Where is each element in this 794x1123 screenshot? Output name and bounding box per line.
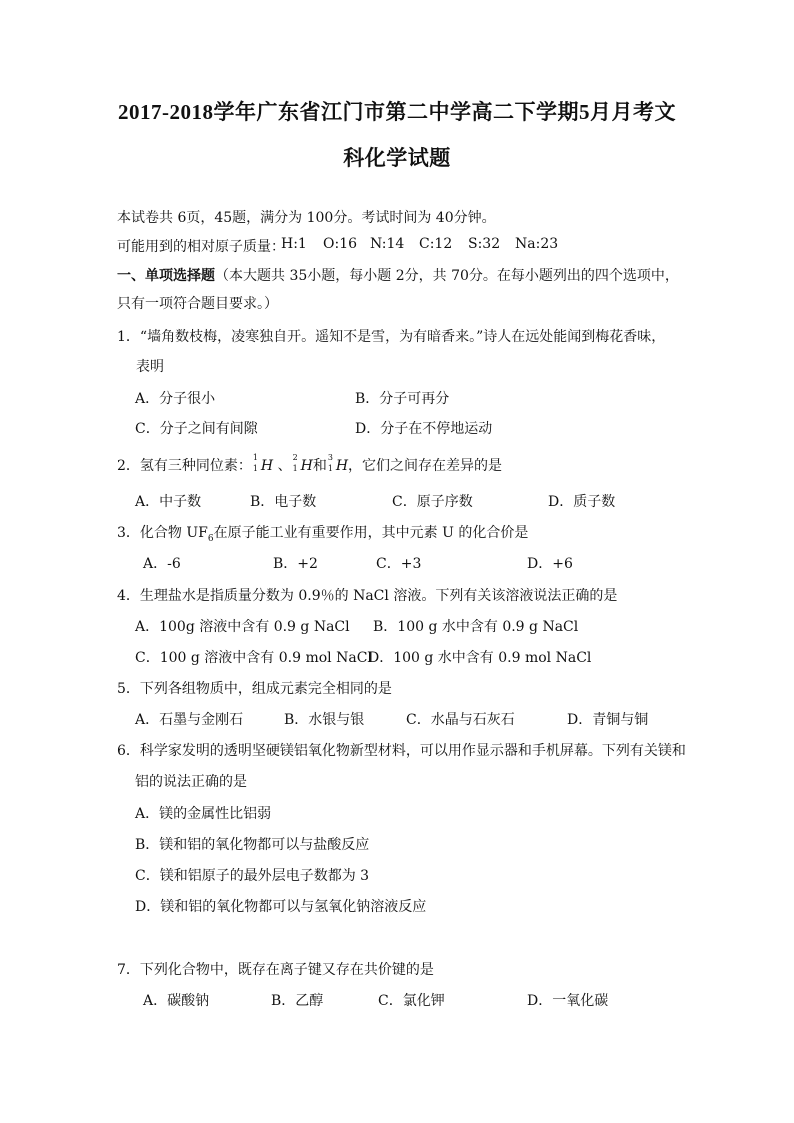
q2-stem: 2．氢有三种同位素： 1 1 H 、 2 1 H和 3 1 H，它们之间存在差异的是	[117, 453, 503, 474]
q1-option-c[interactable]: C．分子之间有间隙	[135, 421, 258, 437]
mass-na: Na:23	[515, 236, 559, 252]
atomic-masses-row	[117, 236, 559, 256]
q4-option-c[interactable]: C．100 g 溶液中含有 0.9 mol NaCl	[135, 650, 372, 666]
mass-n: N:14	[370, 236, 405, 252]
q2-option-b[interactable]: B．电子数	[250, 494, 317, 510]
q1-stem-cont: 表明	[136, 359, 164, 375]
exam-info: 本试卷共 6页，45题，满分为 100分。考试时间为 40分钟。	[117, 210, 496, 226]
mass-h: H:1	[281, 236, 307, 252]
q4-option-b[interactable]: B．100 g 水中含有 0.9 g NaCl	[373, 619, 579, 635]
q4-number: 4．	[117, 588, 140, 604]
q7-option-d[interactable]: D．一氧化碳	[527, 993, 609, 1009]
q3-option-a[interactable]: A．-6	[143, 556, 181, 572]
section1-desc1: （本大题共 35小题，每小题 2分，共 70分。在每小题列出的四个选项中，	[215, 268, 679, 284]
q1-number: 1．	[117, 329, 140, 345]
isotope-h2: 2 1	[292, 453, 298, 473]
section1-desc2: 只有一项符合题目要求。）	[117, 296, 278, 312]
q5-option-b[interactable]: B．水银与银	[284, 712, 365, 728]
q5-stem: 5．下列各组物质中，组成元素完全相同的是	[117, 681, 392, 697]
q7-stem: 7．下列化合物中，既存在离子键又存在共价键的是	[117, 962, 434, 978]
q6-option-a[interactable]: A．镁的金属性比铝弱	[135, 806, 272, 822]
q2-option-a[interactable]: A．中子数	[135, 494, 202, 510]
q3-number: 3．	[117, 525, 140, 541]
q6-stem: 6．科学家发明的透明坚硬镁铝氧化物新型材料，可以用作显示器和手机屏幕。下列有关镁和	[117, 743, 686, 759]
q5-number: 5．	[117, 681, 140, 697]
q5-option-d[interactable]: D．青铜与铜	[567, 712, 649, 728]
q2-number: 2．	[117, 458, 140, 474]
q3-stem: 3．化合物 $UF_6$在原子能工业有重要作用，其中元素 U 的化合价是	[117, 525, 529, 544]
atomic-masses-label: 可能用到的相对原子质量：	[117, 239, 285, 255]
q5-option-a[interactable]: A．石墨与金刚石	[135, 712, 244, 728]
section1-header	[117, 265, 679, 285]
q5-option-c[interactable]: C．水晶与石灰石	[406, 712, 515, 728]
q1-stem: 1．“墙角数枝梅，凌寒独自开。遥知不是雪，为有暗香来。”诗人在远处能闻到梅花香味，	[117, 329, 666, 345]
q3-option-b[interactable]: B．+2	[273, 556, 318, 572]
isotope-h1: 1 1	[252, 453, 259, 473]
isotope-h3: 3 1	[327, 453, 333, 473]
section1-heading: 一、单项选择题	[117, 268, 215, 284]
q7-option-b[interactable]: B．乙醇	[271, 993, 324, 1009]
q6-option-d[interactable]: D．镁和铝的氧化物都可以与氢氧化钠溶液反应	[135, 899, 427, 915]
q4-stem: 4．生理盐水是指质量分数为 0.9％的 NaCl 溶液。下列有关该溶液说法正确的是	[117, 588, 618, 604]
q4-option-a[interactable]: A．100g 溶液中含有 0.9 g NaCl	[135, 619, 350, 635]
q1-option-d[interactable]: D．分子在不停地运动	[355, 421, 493, 437]
mass-c: C:12	[419, 236, 453, 252]
mass-s: S:32	[468, 236, 501, 252]
q2-option-c[interactable]: C．原子序数	[392, 494, 473, 510]
q7-option-a[interactable]: A．碳酸钠	[143, 993, 210, 1009]
q1-option-a[interactable]: A．分子很小	[135, 391, 216, 407]
q2-option-d[interactable]: D．质子数	[548, 494, 616, 510]
q6-stem-cont: 铝的说法正确的是	[135, 774, 247, 790]
q7-number: 7．	[117, 962, 140, 978]
exam-title-line2: 科化学试题	[343, 146, 451, 170]
exam-title-line1: 2017-2018学年广东省江门市第二中学高二下学期5月月考文	[118, 100, 676, 124]
q3-option-d[interactable]: D．+6	[527, 556, 573, 572]
q6-option-c[interactable]: C．镁和铝原子的最外层电子数都为 3	[135, 868, 370, 884]
q7-option-c[interactable]: C．氯化钾	[378, 993, 445, 1009]
q4-option-d[interactable]: D．100 g 水中含有 0.9 mol NaCl	[368, 650, 592, 666]
q6-number: 6．	[117, 743, 140, 759]
q3-option-c[interactable]: C．+3	[376, 556, 422, 572]
mass-o: O:16	[323, 236, 358, 252]
q6-option-b[interactable]: B．镁和铝的氧化物都可以与盐酸反应	[135, 837, 370, 853]
q1-option-b[interactable]: B．分子可再分	[355, 391, 450, 407]
